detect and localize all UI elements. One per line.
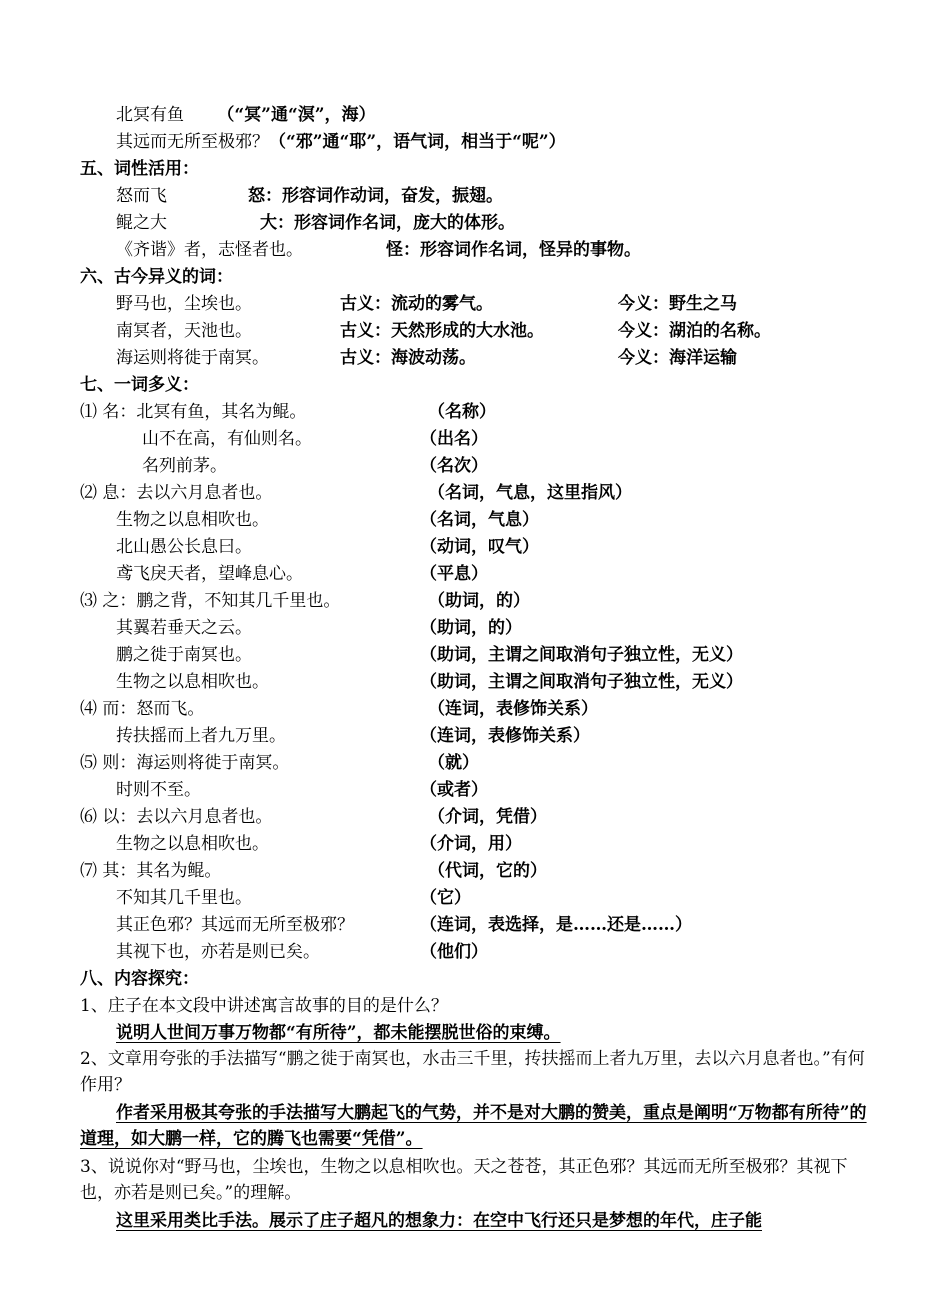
answer-2: 作者采用极其夸张的手法描写大鹏起飞的气势，并不是对大鹏的赞美，重点是阐明“万物都有所待”的道理，如大鹏一样，它的腾飞也需要“凭借”。 [80, 1103, 867, 1149]
s7-row-5-note: （名词，气息） [420, 510, 539, 530]
s6-row-1-new: 今义：野生之马 [618, 294, 737, 314]
s7-row-4-note: （名词，气息，这里指风） [428, 483, 632, 503]
s7-row-2-note: （出名） [420, 429, 488, 449]
s7-row-1-note: （名称） [428, 402, 496, 422]
s6-row-3-new: 今义：海洋运输 [618, 348, 737, 368]
s5-row-2-text: 鲲之大 [116, 213, 167, 233]
s7-row-15-note: （或者） [420, 780, 488, 800]
s7-row-14-note: （就） [428, 753, 479, 773]
s7-row-20-text: 其正色邪？其远而无所至极邪？ [116, 915, 354, 935]
s7-row-11-note: （助词，主谓之间取消句子独立性，无义） [420, 672, 743, 692]
section7-heading: 七、一词多义： [80, 375, 199, 395]
s7-row-21-note: （他们） [420, 942, 488, 962]
s4-line-2 [116, 130, 566, 154]
question-1: 1、庄子在本文段中讲述寓言故事的目的是什么？ [80, 996, 448, 1016]
s4-l1-text: 北冥有鱼 [116, 105, 184, 125]
s7-row-11-text: 生物之以息相吹也。 [116, 672, 269, 692]
s7-row-19-text: 不知其几千里也。 [116, 888, 252, 908]
s7-row-12-note: （连词，表修饰关系） [428, 699, 598, 719]
s4-l2-note: （“邪”通“耶”，语气词，相当于“呢”） [269, 132, 566, 152]
s7-row-5-text: 生物之以息相吹也。 [116, 510, 269, 530]
s7-row-21-text: 其视下也，亦若是则已矣。 [116, 942, 320, 962]
answer-1: 说明人世间万事万物都“有所待”，都未能摆脱世俗的束缚。 [116, 1023, 561, 1043]
s7-row-3-text: 名列前茅。 [142, 456, 227, 476]
s7-row-18-text: ⑺ 其：其名为鲲。 [80, 861, 222, 881]
s7-row-8-text: ⑶ 之：鹏之背，不知其几千里也。 [80, 591, 341, 611]
s7-row-10-note: （助词，主谓之间取消句子独立性，无义） [420, 645, 743, 665]
section6-heading: 六、古今异义的词： [80, 267, 233, 287]
s6-row-3-old: 古义：海波动荡。 [340, 348, 476, 368]
s7-row-17-text: 生物之以息相吹也。 [116, 834, 269, 854]
section8-heading: 八、内容探究： [80, 969, 199, 989]
s7-row-9-text: 其翼若垂天之云。 [116, 618, 252, 638]
s7-row-13-text: 抟扶摇而上者九万里。 [116, 726, 286, 746]
s5-row-3-note: 怪：形容词作名词，怪异的事物。 [386, 240, 641, 260]
s6-row-1-old: 古义：流动的雾气。 [340, 294, 493, 314]
s4-l1-note: （“冥”通“溟”，海） [217, 105, 376, 125]
s7-row-18-note: （代词，它的） [428, 861, 547, 881]
s5-row-1-text: 怒而飞 [116, 186, 167, 206]
s4-line-1 [116, 103, 376, 127]
s6-row-1-word: 野马也，尘埃也。 [116, 294, 252, 314]
s6-row-2-old: 古义：天然形成的大水池。 [340, 321, 544, 341]
s7-row-8-note: （助词，的） [428, 591, 530, 611]
s7-row-10-text: 鹏之徙于南冥也。 [116, 645, 252, 665]
s7-row-2-text: 山不在高，有仙则名。 [142, 429, 312, 449]
s7-row-20-note: （连词，表选择，是……还是……） [420, 915, 692, 935]
s7-row-7-note: （平息） [420, 564, 488, 584]
s7-row-7-text: 鸢飞戾天者，望峰息心。 [116, 564, 303, 584]
s4-l2-text: 其远而无所至极邪？ [116, 132, 269, 152]
s6-row-2-word: 南冥者，天池也。 [116, 321, 252, 341]
s6-row-3-word: 海运则将徙于南冥。 [116, 348, 269, 368]
answer-3: 这里采用类比手法。展示了庄子超凡的想象力：在空中飞行还只是梦想的年代，庄子能 [116, 1211, 762, 1231]
s5-row-1-note: 怒：形容词作动词，奋发，振翅。 [248, 186, 503, 206]
s7-row-6-text: 北山愚公长息曰。 [116, 537, 252, 557]
s7-row-4-text: ⑵ 息：去以六月息者也。 [80, 483, 273, 503]
s7-row-15-text: 时则不至。 [116, 780, 201, 800]
question-2: 2、文章用夸张的手法描写“鹏之徙于南冥也，水击三千里，抟扶摇而上者九万里，去以六月息者也。”有何作用？ [80, 1049, 865, 1095]
s7-row-17-note: （介词，用） [420, 834, 522, 854]
s7-row-19-note: （它） [420, 888, 471, 908]
s6-row-2-new: 今义：湖泊的名称。 [618, 321, 771, 341]
s7-row-13-note: （连词，表修饰关系） [420, 726, 590, 746]
s5-row-2-note: 大：形容词作名词，庞大的体形。 [260, 213, 515, 233]
s7-row-16-note: （介词，凭借） [428, 807, 547, 827]
s7-row-14-text: ⑸ 则：海运则将徙于南冥。 [80, 753, 290, 773]
s5-row-3-text: 《齐谐》者，志怪者也。 [116, 240, 303, 260]
s7-row-1-text: ⑴ 名：北冥有鱼，其名为鲲。 [80, 402, 307, 422]
section5-heading: 五、词性活用： [80, 159, 199, 179]
s7-row-9-note: （助词，的） [420, 618, 522, 638]
s7-row-12-text: ⑷ 而：怒而飞。 [80, 699, 205, 719]
s7-row-3-note: （名次） [420, 456, 488, 476]
question-3: 3、说说你对“野马也，尘埃也，生物之以息相吹也。天之苍苍，其正色邪？其远而无所至极邪？其视下也，亦若是则已矣。”的理解。 [80, 1157, 848, 1203]
s7-row-16-text: ⑹ 以：去以六月息者也。 [80, 807, 273, 827]
s7-row-6-note: （动词，叹气） [420, 537, 539, 557]
